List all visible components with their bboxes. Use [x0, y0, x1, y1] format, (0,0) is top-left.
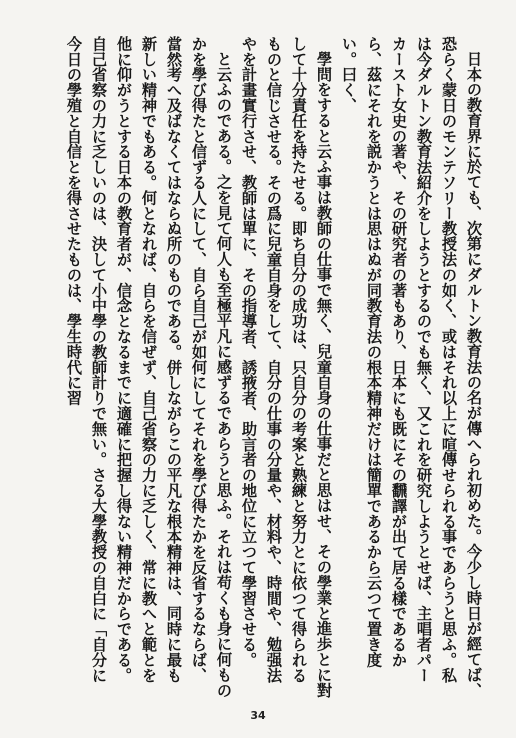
page-number: 34 [250, 709, 266, 722]
vertical-text-body [16, 36, 486, 698]
paragraph-intro: 日本の教育界に於ても、次第にダルトン教育法の名が傳へられ初めた。今少し時日が經てば、恐らく蒙日のモンテソリー教授法の如く、或はそれ以上に喧傳せられる事であらうと思ふ。私は今ダルトン教育法紹介をしようとするのでも無く、又これを研究しようとせば、主唱者パーカースト女史の著や、その研究者の著もあり、日本にも既にその飜譯が出て居る樣であるから、茲にそれを説かうとは思はぬが同教育法の根本精神だけは簡單であるから云つて置き度い。曰く、 [340, 36, 483, 698]
paragraph-quoted-principle: 學問をすると云ふ事は教師の仕事で無く、兒童自身の仕事だと思はせ、その學業と進歩とに對して十分責任を持たせる。即ち自分の成功は、只自分の考案と熟練と努力とに依つて得られるものと信じさせる。その爲に兒童自身をして、自分の仕事の分量や、材料や、時間や、勉强法やを計畫實行させ、教師は單に、その指導者、誘掖者、助言者の地位に立つて學習させる。 [240, 36, 333, 698]
paragraph-commentary: と云ふのである。之を見て何人も至極平凡に感ずるであらうと思ふ。それは苟くも身に何ものかを學び得たと信ずる人にして、自ら自己が如何にしてそれを學び得たかを反省するならば、當然考へ及ばなくてはならぬ所のものである。併しながらこの平凡な根本精神は、同時に最も新しい精神でもある。何となれば、自らを信ぜず、自己省察の力に乏しく、常に教へと範とを他に仰がうとする日本の教育者が、信念となるまでに適確に把握し得ない精神だからである。自己省察の力に乏しいのは、決して小中學の教師計りで無い。さる大學教授の自白に「自分に今日の學殖と自信とを得させたものは、學生時代に習 [65, 36, 233, 698]
